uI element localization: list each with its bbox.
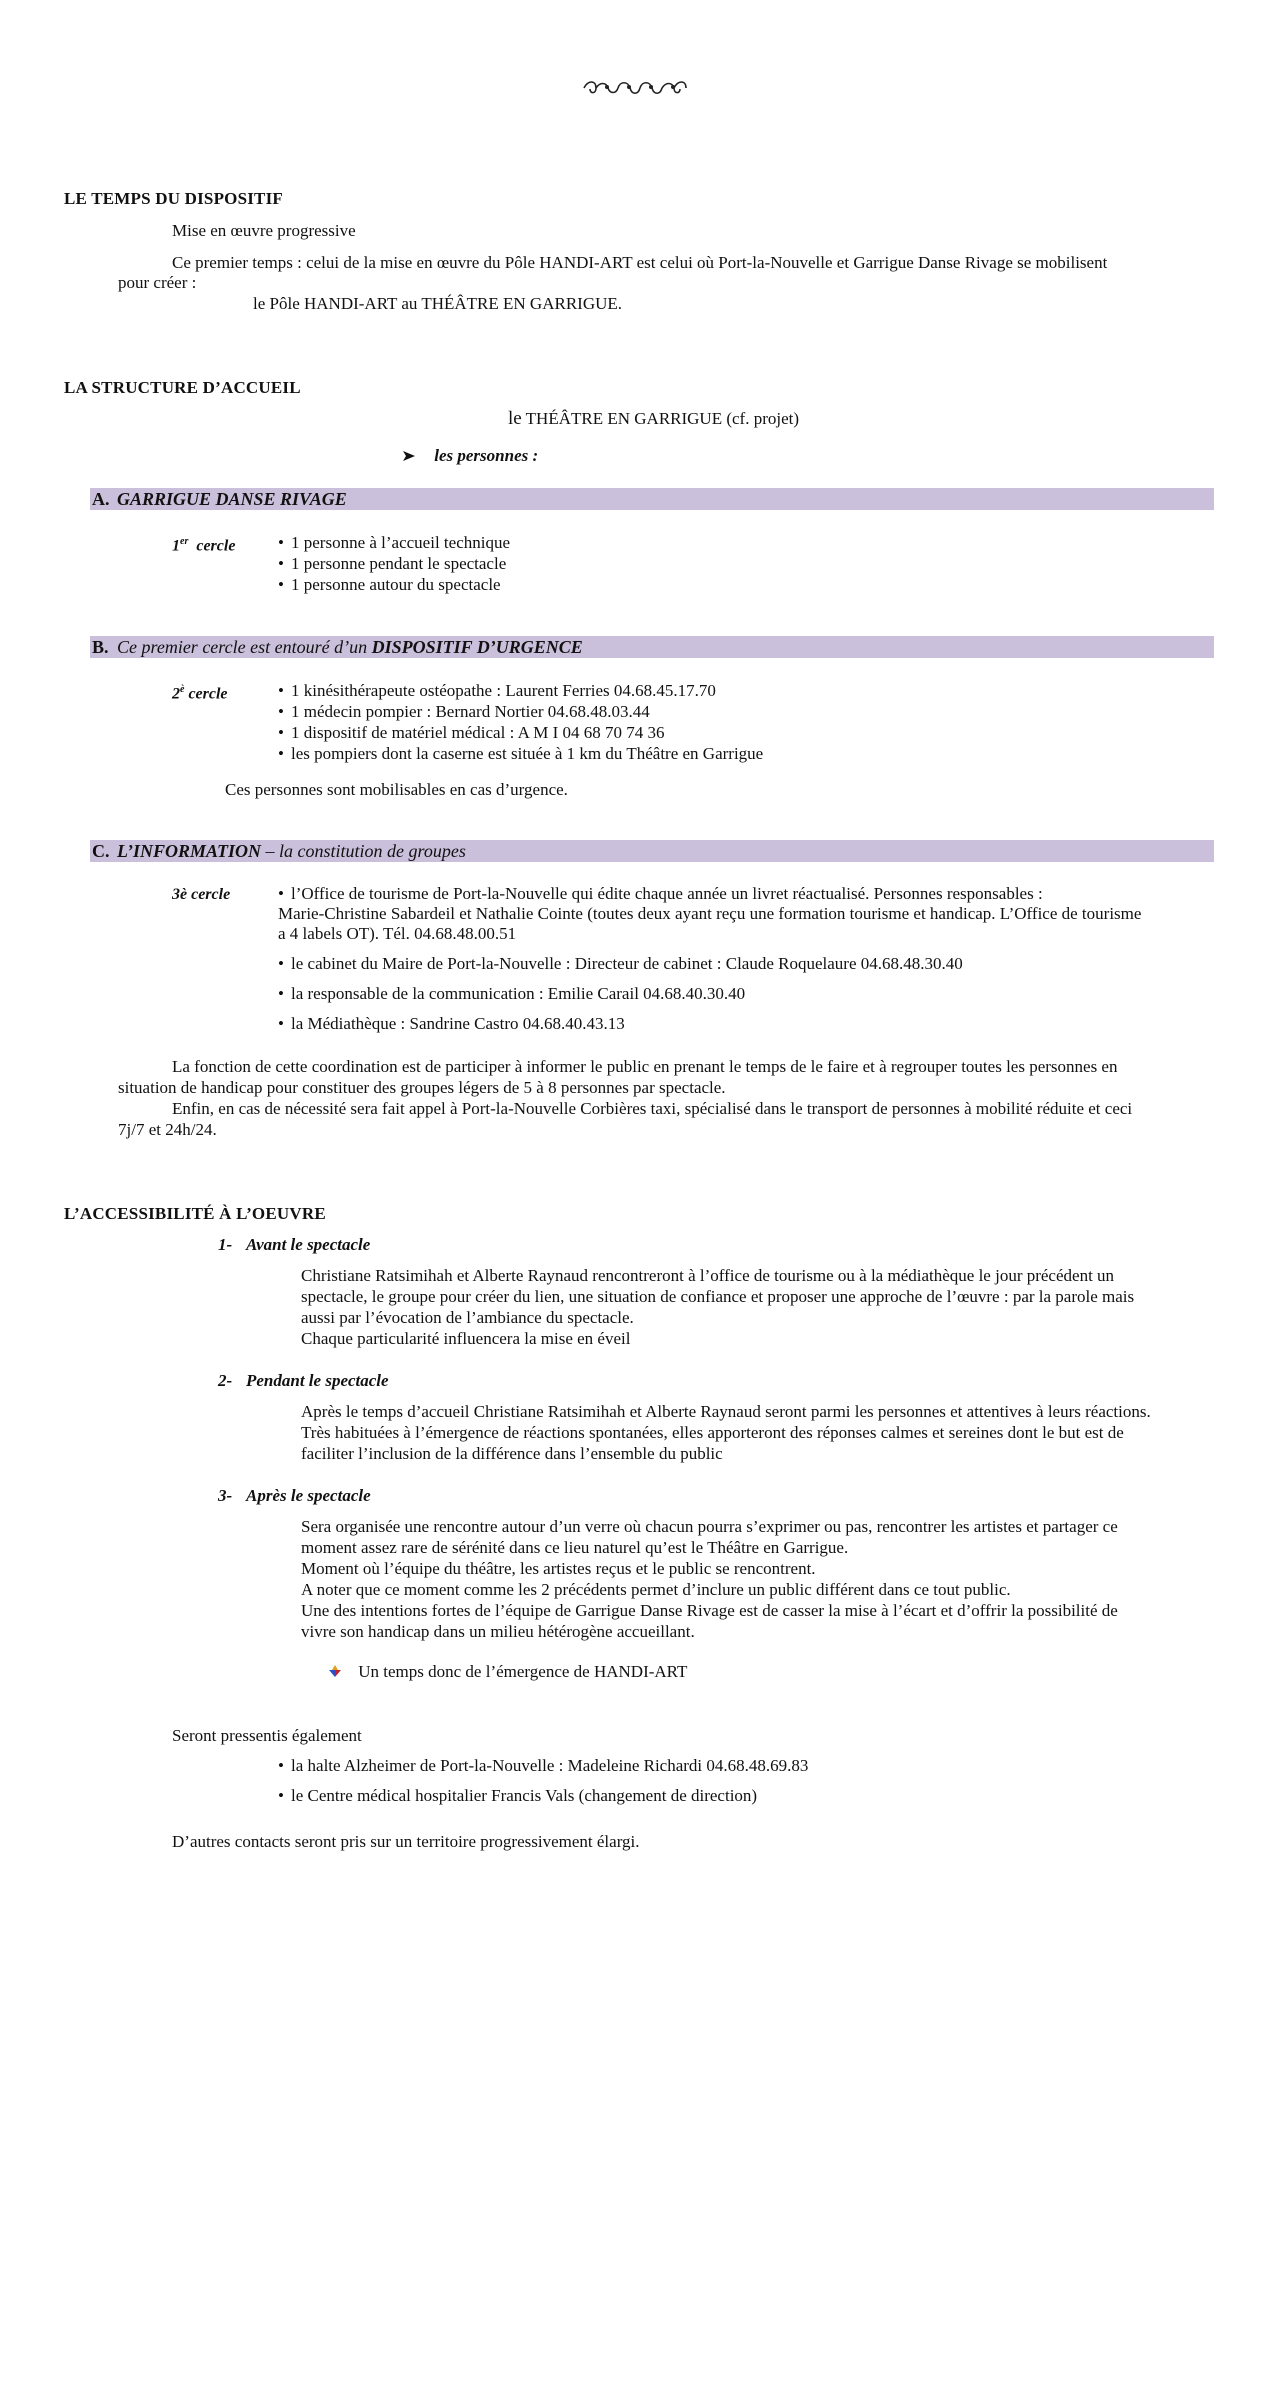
theatre-line xyxy=(508,408,799,429)
subtitle-mise-en-oeuvre: Mise en œuvre progressive xyxy=(172,221,356,240)
block-c-list xyxy=(278,884,1218,1044)
text-line: moment assez rare de sérénité dans ce lieu naturel qu’est le Théâtre en Garrigue. xyxy=(301,1538,849,1557)
emergence-line xyxy=(328,1661,687,1682)
text-line: Une des intentions fortes de l’équipe de Garrigue Danse Rivage est de casser la mise à l’écart et d’offrir la possibilité de xyxy=(301,1601,1118,1620)
list-item: • 1 personne à l’accueil technique xyxy=(278,532,510,553)
block-b-header xyxy=(90,636,1214,658)
step-number: 2- xyxy=(218,1371,233,1390)
step-number: 1- xyxy=(218,1235,233,1254)
block-a-letter: A. xyxy=(92,489,110,509)
section-title-structure: LA STRUCTURE D’ACCUEIL xyxy=(64,378,301,397)
step-number: 3- xyxy=(218,1486,233,1505)
list-item: • 1 médecin pompier : Bernard Nortier 04.68.48.03.44 xyxy=(278,701,763,722)
list-item: • 1 kinésithérapeute ostéopathe : Laurent Ferries 04.68.45.17.70 xyxy=(278,680,763,701)
paragraph-line: Enfin, en cas de nécessité sera fait appel à Port-la-Nouvelle Corbières taxi, spécialisé dans le transport de personnes à mobilité réduite et ceci xyxy=(172,1099,1133,1118)
step-2-text xyxy=(301,1401,1151,1464)
paragraph-line: pour créer : xyxy=(118,273,197,292)
list-item-line: Marie-Christine Sabardeil et Nathalie Cointe (toutes deux ayant reçu une formation tourisme et handicap. L’Office de tourisme xyxy=(278,904,1142,923)
urgence-note: Ces personnes sont mobilisables en cas d’urgence. xyxy=(225,780,568,799)
step-title: Après le spectacle xyxy=(246,1486,371,1505)
text-line: faciliter l’inclusion de la différence dans l’ensemble du public xyxy=(301,1444,723,1463)
section-title-accessibilite: L’ACCESSIBILITÉ À L’OEUVRE xyxy=(64,1204,326,1223)
text-line: spectacle, le groupe pour créer du lien, une situation de confiance et proposer une approche de l’œuvre : par la parole mais xyxy=(301,1287,1135,1306)
block-a-list xyxy=(278,532,510,595)
cercle-1-label xyxy=(172,531,235,556)
cercle-word: cercle xyxy=(196,537,236,555)
list-item: • la responsable de la communication : Emilie Carail 04.68.40.30.40 xyxy=(278,984,1218,1004)
text-line: Très habituées à l’émergence de réactions spontanées, elles apporteront des réponses calmes et sereines dont le but est de xyxy=(301,1423,1124,1442)
theatre-name: THÉÂTRE EN GARRIGUE (cf. projet) xyxy=(525,409,800,428)
block-b-letter: B. xyxy=(92,637,109,657)
list-item: • la Médiathèque : Sandrine Castro 04.68.40.43.13 xyxy=(278,1014,1218,1034)
list-item-line: • l’Office de tourisme de Port-la-Nouvelle qui édite chaque année un livret réactualisé. Personnes responsables : xyxy=(291,884,1043,903)
block-b-title-italic: Ce premier cercle est entouré d’un xyxy=(117,637,368,657)
cercle-3-label: 3è cercle xyxy=(172,886,231,903)
paragraph-line: La fonction de cette coordination est de participer à informer le public en prenant le temps de le faire et à regrouper toutes les personnes en xyxy=(172,1057,1118,1076)
paragraph-line: 7j/7 et 24h/24. xyxy=(118,1120,217,1139)
cercle-sup: è xyxy=(180,684,185,695)
theatre-le: le xyxy=(508,408,522,429)
text-line: vivre son handicap dans un milieu hétérogène accueillant. xyxy=(301,1622,695,1641)
paragraph-line: situation de handicap pour constituer des groupes légers de 5 à 8 personnes par spectacle. xyxy=(118,1078,726,1097)
personnes-label: les personnes : xyxy=(434,446,539,465)
list-item: • 1 dispositif de matériel médical : A M I 04 68 70 74 36 xyxy=(278,722,763,743)
step-title: Avant le spectacle xyxy=(246,1235,371,1254)
block-c-title xyxy=(117,840,466,862)
cercle-num: 2 xyxy=(172,685,180,703)
closing-list xyxy=(278,1756,808,1816)
cercle-num: 1 xyxy=(172,537,180,555)
block-a-header xyxy=(90,488,1214,510)
block-c-title-bold: L’INFORMATION xyxy=(117,841,262,861)
section-title-temps: LE TEMPS DU DISPOSITIF xyxy=(64,189,284,208)
text-line: Après le temps d’accueil Christiane Ratsimihah et Alberte Raynaud seront parmi les personnes et attentives à leurs réactions. xyxy=(301,1402,1151,1421)
arrow-bullet-icon xyxy=(402,445,430,466)
text-line: Sera organisée une rencontre autour d’un verre où chacun pourra s’exprimer ou pas, rencontrer les artistes et partager ce xyxy=(301,1517,1118,1536)
list-item: • la halte Alzheimer de Port-la-Nouvelle : Madeleine Richardi 04.68.48.69.83 xyxy=(278,1756,808,1776)
decorative-flourish-icon xyxy=(580,78,690,98)
step-1-heading xyxy=(218,1234,370,1255)
block-b-title-bold: DISPOSITIF D’URGENCE xyxy=(371,637,583,657)
personnes-line xyxy=(402,445,538,466)
text-line: A noter que ce moment comme les 2 précédents permet d’inclure un public différent dans ce tout public. xyxy=(301,1580,1011,1599)
list-item: • le Centre médical hospitalier Francis Vals (changement de direction) xyxy=(278,1786,808,1806)
block-a-title: GARRIGUE DANSE RIVAGE xyxy=(117,489,347,509)
step-3-heading xyxy=(218,1485,371,1506)
pole-handi-art-line: le Pôle HANDI-ART au THÉÂTRE EN GARRIGUE. xyxy=(253,294,623,313)
step-3-text xyxy=(301,1516,1118,1642)
cercle-sup: er xyxy=(180,536,189,547)
text-line: Christiane Ratsimihah et Alberte Raynaud rencontreront à l’office de tourisme ou à la médiathèque le jour précédent un xyxy=(301,1266,1115,1285)
list-item: • le cabinet du Maire de Port-la-Nouvelle : Directeur de cabinet : Claude Roquelaure 04.68.48.30.40 xyxy=(278,954,1218,974)
list-item: • 1 personne pendant le spectacle xyxy=(278,553,510,574)
block-c-title-italic: – la constitution de groupes xyxy=(265,841,466,861)
closing-final: D’autres contacts seront pris sur un territoire progressivement élargi. xyxy=(172,1832,640,1851)
text-line: Chaque particularité influencera la mise en éveil xyxy=(301,1329,631,1348)
block-c-letter: C. xyxy=(92,841,110,861)
emergence-text: Un temps donc de l’émergence de HANDI-ART xyxy=(358,1662,688,1681)
step-2-heading xyxy=(218,1370,389,1391)
closing-intro: Seront pressentis également xyxy=(172,1726,362,1745)
list-item: • 1 personne autour du spectacle xyxy=(278,574,510,595)
list-item-line: a 4 labels OT). Tél. 04.68.48.00.51 xyxy=(278,924,517,943)
paragraph-line: Ce premier temps : celui de la mise en œuvre du Pôle HANDI-ART est celui où Port-la-Nouvelle et Garrigue Danse Rivage se mobilisent xyxy=(172,253,1108,272)
step-title: Pendant le spectacle xyxy=(246,1371,389,1390)
list-item: • les pompiers dont la caserne est située à 1 km du Théâtre en Garrigue xyxy=(278,743,763,764)
list-item xyxy=(278,884,1218,944)
text-line: aussi par l’évocation de l’ambiance du spectacle. xyxy=(301,1308,634,1327)
step-1-text xyxy=(301,1265,1134,1349)
block-b-list xyxy=(278,680,763,764)
block-c-header xyxy=(90,840,1214,862)
cercle-word: cercle xyxy=(188,685,228,703)
cercle-2-label xyxy=(172,679,228,704)
block-b-title xyxy=(117,636,583,658)
colorful-arrow-icon xyxy=(328,1661,354,1682)
text-line: Moment où l’équipe du théâtre, les artistes reçus et le public se rencontrent. xyxy=(301,1559,816,1578)
